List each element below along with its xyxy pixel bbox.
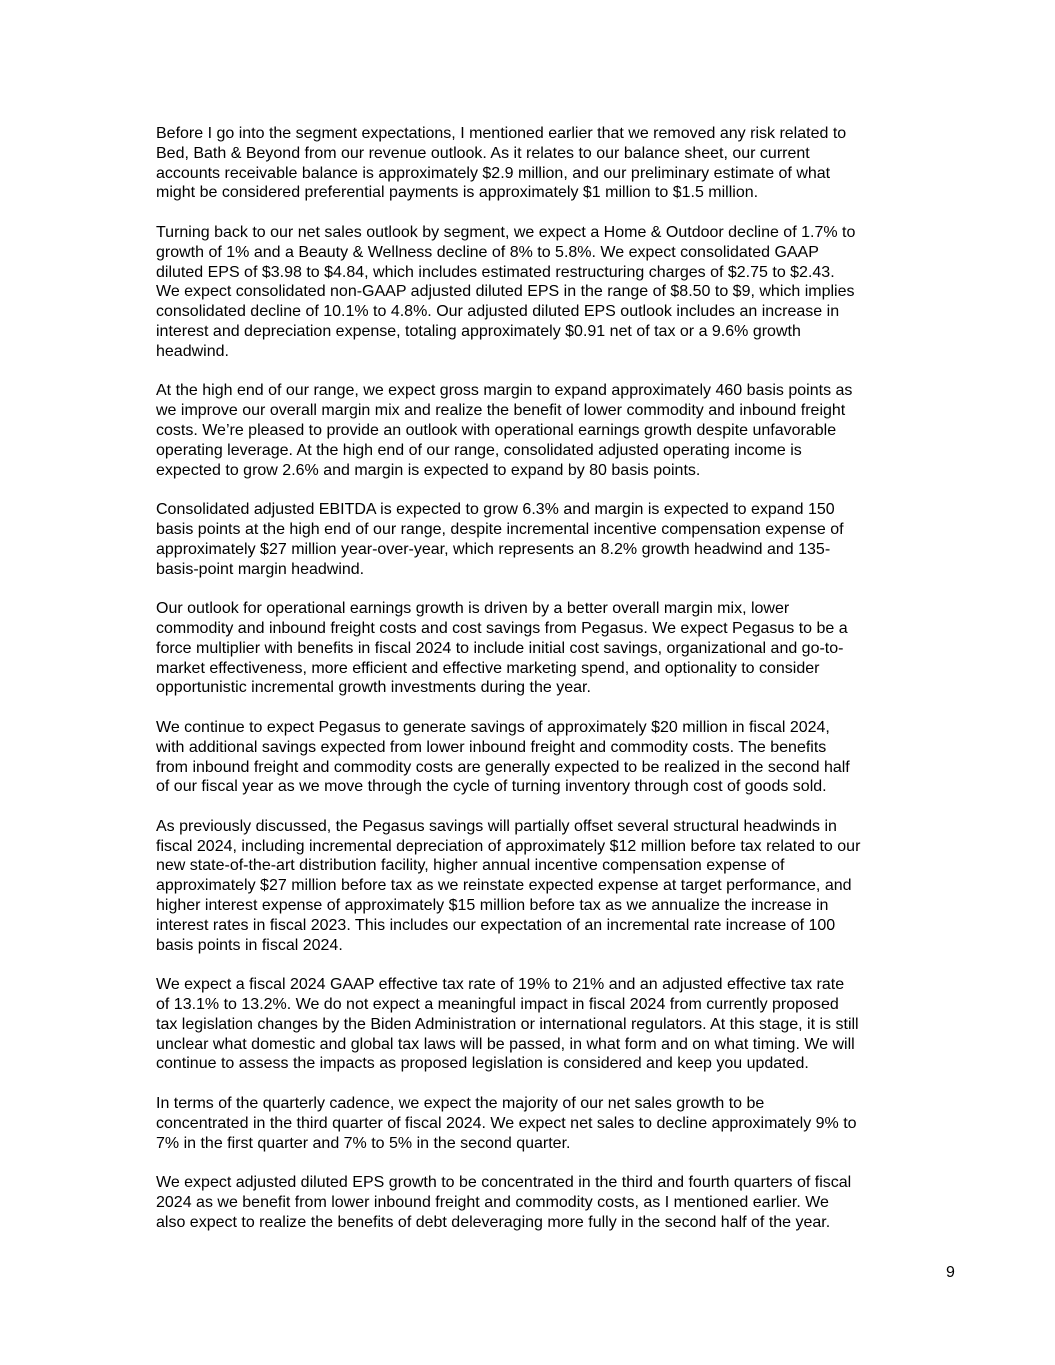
paragraph: [156, 975, 926, 1074]
text-line: Bed, Bath & Beyond from our revenue outlook. As it relates to our balance sheet, our current: [156, 144, 810, 162]
paragraph: [156, 1094, 926, 1153]
text-line: consolidated decline of 10.1% to 4.8%. Our adjusted diluted EPS outlook includes an increase in: [156, 303, 840, 321]
text-line: approximately $27 million before tax as we reinstate expected expense at target performance, and: [156, 877, 852, 895]
text-line: accounts receivable balance is approximately $2.9 million, and our preliminary estimate of what: [156, 164, 831, 182]
text-line: continue to assess the impacts as proposed legislation is considered and keep you updated.: [156, 1055, 809, 1073]
text-line: As previously discussed, the Pegasus savings will partially offset several structural headwinds in: [156, 817, 837, 835]
text-line: basis points at the high end of our range, despite incremental incentive compensation expense of: [156, 520, 844, 538]
text-line: new state-of-the-art distribution facility, higher annual incentive compensation expense of: [156, 857, 785, 875]
paragraph: [156, 124, 926, 203]
text-line: concentrated in the third quarter of fiscal 2024. We expect net sales to decline approximately 9% to: [156, 1114, 857, 1132]
text-line: interest rates in fiscal 2023. This includes our expectation of an incremental rate increase of 100: [156, 916, 836, 934]
text-line: fiscal 2024, including incremental depreciation of approximately $12 million before tax related to our: [156, 837, 861, 855]
text-line: higher interest expense of approximately $15 million before tax as we annualize the increase in: [156, 897, 829, 915]
text-line: also expect to realize the benefits of debt deleveraging more fully in the second half of the year.: [156, 1213, 831, 1231]
text-line: of our fiscal year as we move through the cycle of turning inventory through cost of goods sold.: [156, 778, 827, 796]
text-line: Consolidated adjusted EBITDA is expected to grow 6.3% and margin is expected to expand 150: [156, 501, 835, 519]
paragraph: [156, 817, 926, 956]
text-line: commodity and inbound freight costs and cost savings from Pegasus. We expect Pegasus to be a: [156, 619, 848, 637]
text-line: interest and depreciation expense, totaling approximately $0.91 net of tax or a 9.6% growth: [156, 322, 801, 340]
text-line: unclear what domestic and global tax laws will be passed, in what form and on what timing. We will: [156, 1035, 855, 1053]
text-line: We expect a fiscal 2024 GAAP effective tax rate of 19% to 21% and an adjusted effective tax rate: [156, 976, 845, 994]
text-line: of 13.1% to 13.2%. We do not expect a meaningful impact in fiscal 2024 from currently proposed: [156, 996, 839, 1014]
paragraph: [156, 223, 926, 362]
text-line: Turning back to our net sales outlook by segment, we expect a Home & Outdoor decline of 1.7% to: [156, 223, 856, 241]
text-line: market effectiveness, more efficient and effective marketing spend, and optionality to consider: [156, 659, 820, 677]
text-line: with additional savings expected from lower inbound freight and commodity costs. The benefits: [156, 738, 827, 756]
text-line: tax legislation changes by the Biden Administration or international regulators. At this stage, it is still: [156, 1015, 859, 1033]
paragraph: [156, 718, 926, 797]
text-line: basis points in fiscal 2024.: [156, 936, 343, 954]
text-line: from inbound freight and commodity costs are generally expected to be realized in the second half: [156, 758, 850, 776]
text-line: We expect adjusted diluted EPS growth to be concentrated in the third and fourth quarters of fiscal: [156, 1174, 852, 1192]
text-line: expected to grow 2.6% and margin is expected to expand by 80 basis points.: [156, 461, 701, 479]
text-line: We continue to expect Pegasus to generate savings of approximately $20 million in fiscal 2024,: [156, 718, 830, 736]
text-line: At the high end of our range, we expect gross margin to expand approximately 460 basis points as: [156, 382, 853, 400]
text-line: growth of 1% and a Beauty & Wellness decline of 8% to 5.8%. We expect consolidated GAAP: [156, 243, 819, 261]
text-line: might be considered preferential payments is approximately $1 million to $1.5 million.: [156, 184, 759, 202]
text-line: approximately $27 million year-over-year, which represents an 8.2% growth headwind and 135-: [156, 540, 831, 558]
paragraph: [156, 599, 926, 698]
text-line: operating leverage. At the high end of our range, consolidated adjusted operating income is: [156, 441, 802, 459]
text-line: 7% in the first quarter and 7% to 5% in the second quarter.: [156, 1134, 571, 1152]
page-number: 9: [946, 1264, 955, 1281]
page-body: [156, 124, 926, 1252]
text-line: diluted EPS of $3.98 to $4.84, which includes estimated restructuring charges of $2.75 to $2.43.: [156, 263, 835, 281]
text-line: headwind.: [156, 342, 229, 360]
text-line: Before I go into the segment expectations, I mentioned earlier that we removed any risk related to: [156, 125, 847, 142]
text-line: we improve our overall margin mix and realize the benefit of lower commodity and inbound freight: [156, 402, 846, 420]
paragraph: [156, 381, 926, 480]
paragraph: [156, 1173, 926, 1232]
text-line: In terms of the quarterly cadence, we expect the majority of our net sales growth to be: [156, 1095, 765, 1113]
text-line: basis-point margin headwind.: [156, 560, 365, 578]
text-line: Our outlook for operational earnings growth is driven by a better overall margin mix, lower: [156, 600, 790, 618]
text-line: 2024 as we benefit from lower inbound freight and commodity costs, as I mentioned earlier. We: [156, 1194, 829, 1212]
text-line: force multiplier with benefits in fiscal 2024 to include initial cost savings, organizational and go-to-: [156, 639, 844, 657]
paragraph: [156, 500, 926, 579]
text-line: opportunistic incremental growth investments during the year.: [156, 679, 591, 697]
text-line: We expect consolidated non-GAAP adjusted diluted EPS in the range of $8.50 to $9, which implies: [156, 283, 855, 301]
text-line: costs. We’re pleased to provide an outlook with operational earnings growth despite unfavorable: [156, 421, 837, 439]
